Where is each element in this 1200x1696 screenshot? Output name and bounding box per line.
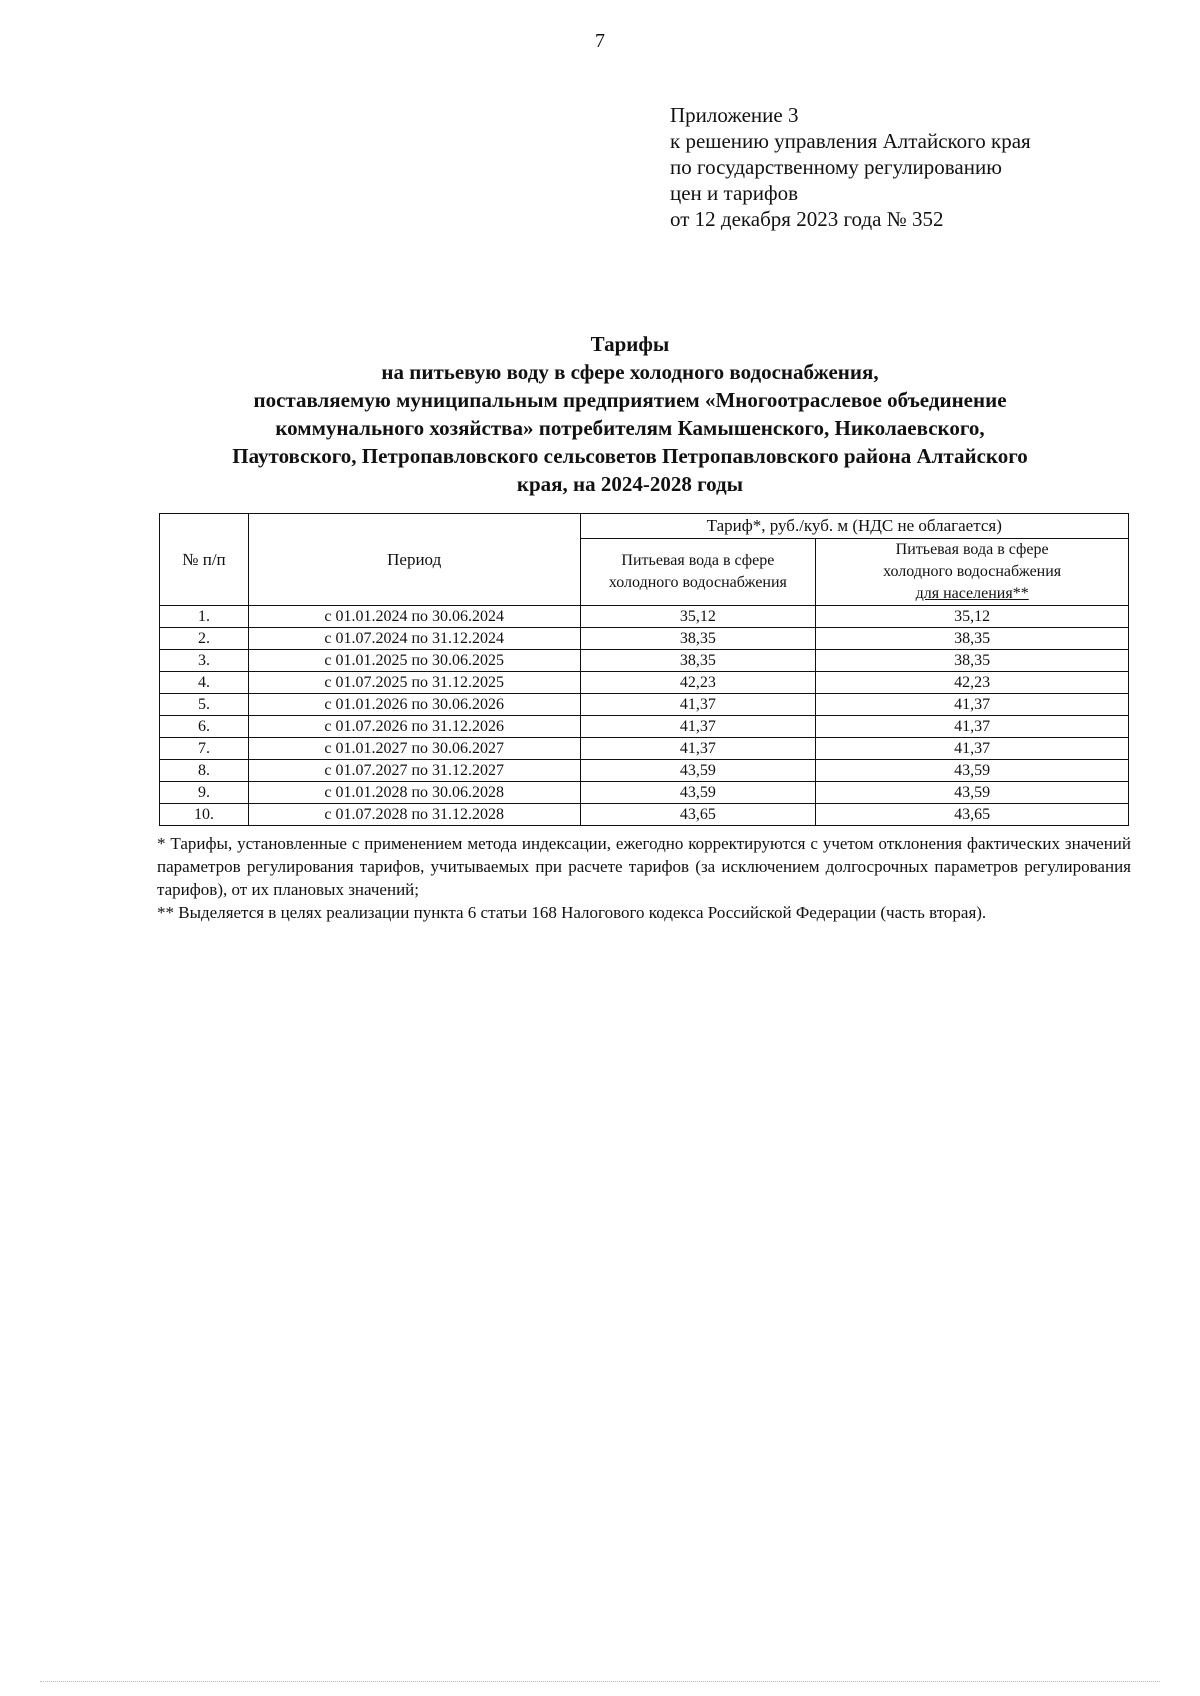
row-tariff-population: 41,37 [816, 716, 1129, 738]
row-period: с 01.01.2026 по 30.06.2026 [248, 694, 580, 716]
row-num: 8. [160, 760, 249, 782]
tariff-table [159, 513, 1129, 826]
row-tariff-population: 35,12 [816, 606, 1129, 628]
row-tariff: 43,59 [580, 782, 816, 804]
footnote-indexation: * Тарифы, установленные с применением метода индексации, ежегодно корректируются с учетом отклонения фактических значений параметров регулирования тарифов, учитываемых при расчете тарифов (за исключением долгосрочных параметров регулирования тарифов), от их плановых значений; [157, 834, 1131, 899]
table-row [160, 672, 1129, 694]
header-line: Питьевая вода в сфере [895, 541, 1049, 558]
header-line: холодного водоснабжения [883, 563, 1062, 580]
row-num: 2. [160, 628, 249, 650]
row-tariff-population: 42,23 [816, 672, 1129, 694]
row-tariff-population: 38,35 [816, 628, 1129, 650]
row-num: 3. [160, 650, 249, 672]
header-period: Период [248, 514, 580, 606]
row-num: 7. [160, 738, 249, 760]
row-num: 10. [160, 804, 249, 826]
row-period: с 01.01.2027 по 30.06.2027 [248, 738, 580, 760]
row-period: с 01.01.2028 по 30.06.2028 [248, 782, 580, 804]
row-period: с 01.07.2025 по 31.12.2025 [248, 672, 580, 694]
row-num: 1. [160, 606, 249, 628]
row-num: 9. [160, 782, 249, 804]
table-row [160, 606, 1129, 628]
row-period: с 01.07.2026 по 31.12.2026 [248, 716, 580, 738]
row-tariff-population: 43,59 [816, 782, 1129, 804]
row-num: 4. [160, 672, 249, 694]
page-number: 7 [595, 30, 605, 52]
appendix-block [670, 102, 1150, 232]
row-tariff-population: 41,37 [816, 738, 1129, 760]
table-row [160, 628, 1129, 650]
appendix-line: по государственному регулированию [670, 155, 1002, 179]
scan-edge-divider [40, 1681, 1160, 1683]
row-num: 5. [160, 694, 249, 716]
header-line: холодного водоснабжения [608, 574, 787, 591]
table-row [160, 738, 1129, 760]
row-tariff: 43,59 [580, 760, 816, 782]
footnotes [157, 832, 1131, 924]
appendix-line: Приложение 3 [670, 103, 799, 127]
table-row [160, 716, 1129, 738]
table-row [160, 804, 1129, 826]
appendix-line: к решению управления Алтайского края [670, 129, 1031, 153]
header-line: для населения** [915, 585, 1029, 602]
table-row [160, 694, 1129, 716]
row-period: с 01.07.2028 по 31.12.2028 [248, 804, 580, 826]
title-line: края, на 2024-2028 годы [516, 472, 744, 496]
row-tariff: 43,65 [580, 804, 816, 826]
table-row [160, 760, 1129, 782]
row-period: с 01.01.2025 по 30.06.2025 [248, 650, 580, 672]
header-line: Питьевая вода в сфере [621, 552, 775, 569]
row-tariff: 41,37 [580, 716, 816, 738]
appendix-line: цен и тарифов [670, 181, 799, 205]
header-drinking-water [580, 539, 816, 606]
row-tariff-population: 41,37 [816, 694, 1129, 716]
title-line: коммунального хозяйства» потребителям Камышенского, Николаевского, [275, 416, 985, 440]
row-tariff: 38,35 [580, 650, 816, 672]
header-drinking-water-population [816, 539, 1129, 606]
row-period: с 01.07.2024 по 31.12.2024 [248, 628, 580, 650]
row-tariff: 41,37 [580, 694, 816, 716]
row-tariff-population: 43,59 [816, 760, 1129, 782]
row-tariff: 35,12 [580, 606, 816, 628]
title-line: на питьевую воду в сфере холодного водоснабжения, [381, 360, 879, 384]
document-title [140, 330, 1120, 498]
footnote-tax-code: ** Выделяется в целях реализации пункта 6 статьи 168 Налогового кодекса Российской Федерации (часть вторая). [157, 903, 987, 922]
header-num: № п/п [160, 514, 249, 606]
row-tariff: 42,23 [580, 672, 816, 694]
title-line: Тарифы [590, 332, 670, 356]
row-tariff: 41,37 [580, 738, 816, 760]
row-period: с 01.07.2027 по 31.12.2027 [248, 760, 580, 782]
header-tariff-group: Тариф*, руб./куб. м (НДС не облагается) [580, 514, 1129, 539]
appendix-line: от 12 декабря 2023 года № 352 [670, 207, 944, 231]
table-row [160, 650, 1129, 672]
row-period: с 01.01.2024 по 30.06.2024 [248, 606, 580, 628]
row-tariff: 38,35 [580, 628, 816, 650]
row-tariff-population: 43,65 [816, 804, 1129, 826]
title-line: поставляемую муниципальным предприятием «Многоотраслевое объединение [253, 388, 1007, 412]
row-num: 6. [160, 716, 249, 738]
table-row [160, 782, 1129, 804]
title-line: Паутовского, Петропавловского сельсоветов Петропавловского района Алтайского [232, 444, 1028, 468]
row-tariff-population: 38,35 [816, 650, 1129, 672]
